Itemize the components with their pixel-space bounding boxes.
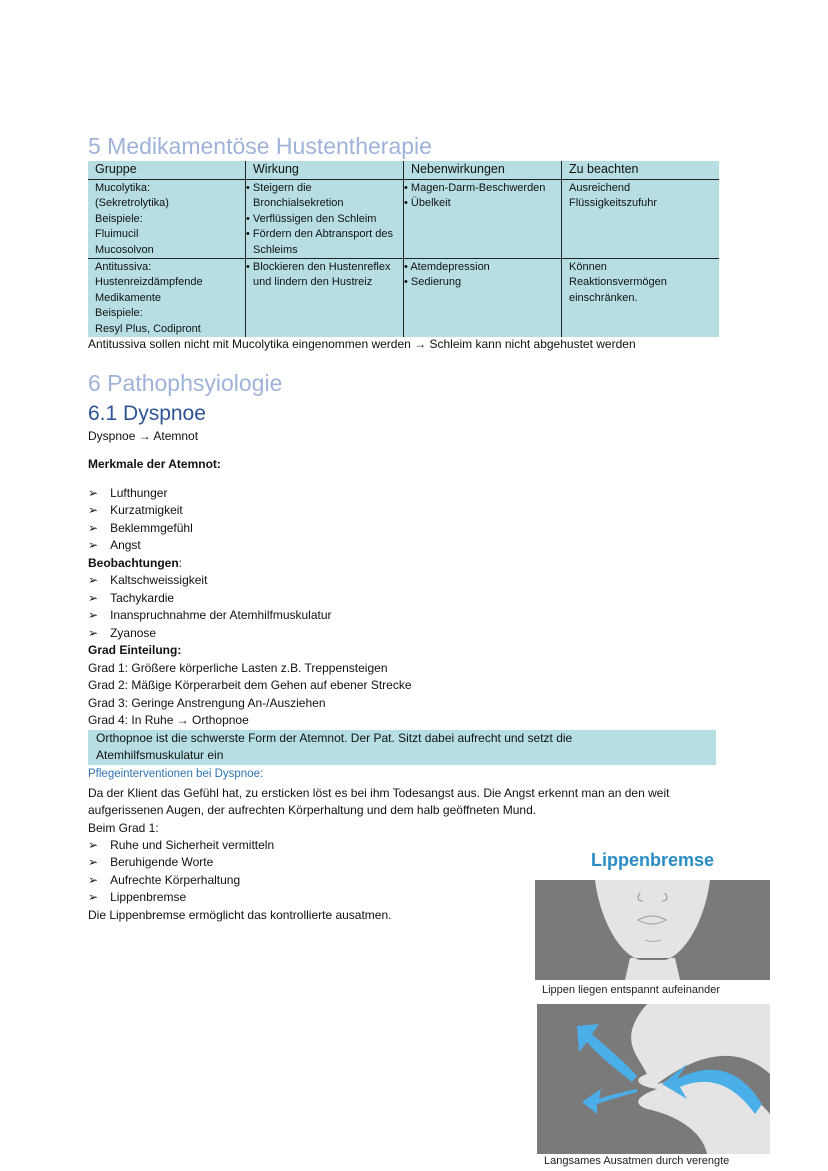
list-item: • Steigern die Bronchialsekretion: [253, 181, 397, 212]
grad-title: Grad Einteilung:: [88, 643, 182, 657]
list-item: ➢ Lufthunger: [88, 486, 167, 500]
section-5-heading: 5 Medikamentöse Hustentherapie: [88, 133, 432, 159]
cell-text: Resyl Plus, Codipront: [95, 322, 201, 335]
section-6-heading: 6 Pathophsyiologie: [88, 370, 283, 396]
cell-text: Mucosolvon: [95, 243, 154, 256]
cell-text: Antitussiva:: [95, 261, 152, 274]
cell-text: Ausreichend: [569, 182, 631, 194]
list-item: ➢ Beruhigende Worte: [88, 855, 213, 869]
figure-caption-1: Lippen liegen entspannt aufeinander: [542, 984, 720, 996]
cell-text: Mucolytika:: [95, 182, 151, 194]
col-header: Zu beachten: [562, 161, 720, 180]
pflege-title: Pflegeinterventionen bei Dyspnoe:: [88, 768, 264, 780]
colon: :: [178, 556, 183, 570]
cell-text: (Sekretrolytika): [95, 197, 169, 210]
col-header: Gruppe: [88, 161, 246, 180]
cell-text: Hustenreizdämpfende: [95, 276, 203, 289]
grad-item: Grad 4: In Ruhe → Orthopnoe: [88, 713, 249, 727]
table-note: Antitussiva sollen nicht mit Mucolytika eingenommen werden → Schleim kann nicht abgehustet werden: [88, 337, 636, 351]
grad1-title: Beim Grad 1:: [88, 821, 159, 835]
list-item: ➢ Kaltschweissigkeit: [88, 573, 207, 587]
grad-item: Grad 3: Geringe Anstrengung An-/Ausziehen: [88, 696, 326, 710]
medication-table: [88, 161, 719, 337]
list-item: ➢ Lippenbremse: [88, 890, 186, 904]
lippenbremse-text: Die Lippenbremse ermöglicht das kontrollierte ausatmen.: [88, 908, 392, 922]
col-header: Wirkung: [246, 161, 404, 180]
highlight-line: Orthopnoe ist die schwerste Form der Atemnot. Der Pat. Sitzt dabei aufrecht und setzt die: [96, 731, 573, 745]
cell-text: Können: [569, 261, 607, 274]
table-row: [88, 180, 719, 259]
list-item: ➢ Beklemmgefühl: [88, 521, 193, 535]
beob-label: Beobachtungen: [88, 556, 179, 570]
cell-text: Reaktionsvermögen: [569, 276, 667, 289]
grad-item: Grad 1: Größere körperliche Lasten z.B. Treppensteigen: [88, 661, 388, 675]
paragraph-line: Da der Klient das Gefühl hat, zu ersticken löst es bei ihm Todesangst aus. Die Angst erkennt man an den weit: [88, 786, 670, 800]
definition: Dyspnoe → Atemnot: [88, 429, 199, 443]
list-item: • Sedierung: [411, 275, 555, 290]
cell-text: Flüssigkeitszufuhr: [569, 197, 658, 210]
orthopnoe-highlight: [88, 730, 716, 765]
pursed-lips-breathing-illustration: [537, 1004, 770, 1154]
list-item: • Fördern den Abtransport des Schleims: [253, 227, 397, 258]
relaxed-lips-illustration: [535, 880, 770, 980]
list-item: • Verflüssigen den Schleim: [253, 212, 397, 227]
cell-text: Fluimucil: [95, 228, 139, 241]
grad-item: Grad 2: Mäßige Körperarbeit dem Gehen auf ebener Strecke: [88, 678, 412, 692]
list-item: • Übelkeit: [411, 196, 555, 211]
list-item: ➢ Inanspruchnahme der Atemhilfmuskulatur: [88, 608, 332, 622]
col-header: Nebenwirkungen: [404, 161, 562, 180]
list-item: • Magen-Darm-Beschwerden: [411, 181, 555, 196]
cell-text: Beispiele:: [95, 212, 143, 225]
table-row: [88, 259, 719, 338]
cell-text: einschränken.: [569, 291, 638, 304]
paragraph-line: aufgerissenen Augen, der aufrechten Körperhaltung und dem halb geöffneten Mund.: [88, 803, 537, 817]
highlight-line: Atemhilfsmuskulatur ein: [96, 748, 224, 762]
cell-text: Medikamente: [95, 291, 162, 304]
beobachtungen-title: [88, 556, 182, 570]
list-item: • Atemdepression: [411, 260, 555, 275]
list-item: ➢ Tachykardie: [88, 591, 174, 605]
section-6-1-heading: 6.1 Dyspnoe: [88, 402, 206, 425]
merkmale-title: Merkmale der Atemnot:: [88, 457, 221, 471]
list-item: ➢ Kurzatmigkeit: [88, 503, 183, 517]
figure-caption-2: Langsames Ausatmen durch verengte: [544, 1155, 730, 1167]
list-item: ➢ Ruhe und Sicherheit vermitteln: [88, 838, 274, 852]
list-item: ➢ Angst: [88, 538, 141, 552]
list-item: ➢ Zyanose: [88, 626, 156, 640]
figure-title: Lippenbremse: [591, 850, 715, 870]
cell-text: Beispiele:: [95, 307, 143, 320]
list-item: ➢ Aufrechte Körperhaltung: [88, 873, 240, 887]
list-item: • Blockieren den Hustenreflex und lindern den Hustreiz: [253, 260, 397, 291]
